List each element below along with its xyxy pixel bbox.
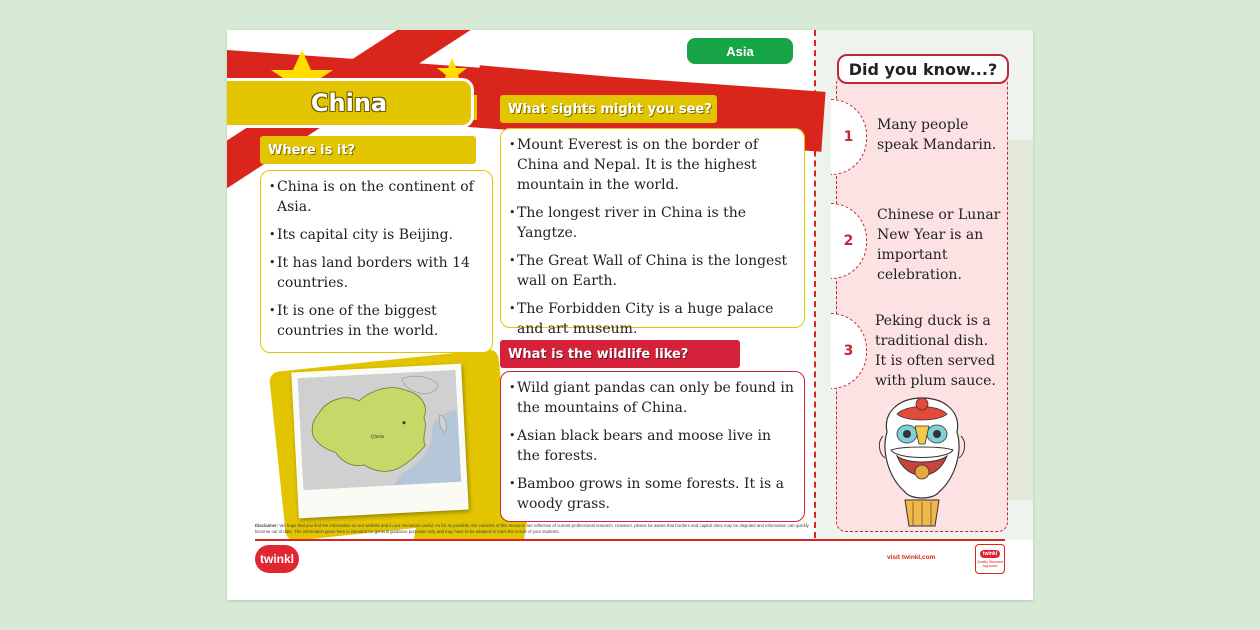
quality-badge — [975, 544, 1005, 574]
footer-divider — [255, 539, 1005, 541]
page-divider — [814, 30, 816, 538]
fact-sheet — [227, 30, 1033, 600]
fact-number: 1 — [831, 99, 867, 175]
fact-number: 3 — [831, 313, 867, 389]
did-you-know-title: Did you know...? — [837, 54, 1009, 84]
visit-link[interactable]: visit twinkl.com — [887, 554, 936, 561]
disclaimer — [255, 523, 815, 535]
page-title: China — [310, 89, 388, 117]
list-item: • Mount Everest is on the border of China and Nepal. It is the highest mountain in the world. — [509, 135, 796, 195]
list-item: • The longest river in China is the Yangtze. — [509, 203, 796, 243]
list-item: • The Great Wall of China is the longest wall on Earth. — [509, 251, 796, 291]
disclaimer-label: Disclaimer: — [255, 523, 279, 528]
wildlife-card — [500, 371, 805, 522]
fact-text: Many people speak Mandarin. — [877, 117, 997, 153]
list-item: • China is on the continent of Asia. — [269, 177, 484, 217]
where-heading: Where is it? — [260, 136, 476, 164]
where-card — [260, 170, 493, 353]
page-title-banner — [227, 78, 474, 128]
wildlife-heading: What is the wildlife like? — [500, 340, 740, 368]
map-label: China — [370, 433, 385, 441]
badge-text: Quality Standard Approved — [976, 560, 1004, 568]
badge-logo: twinkl — [980, 550, 1000, 558]
fact-number: 2 — [831, 203, 867, 279]
list-item: • Its capital city is Beijing. — [269, 225, 484, 245]
list-item: • Asian black bears and moose live in the forests. — [509, 426, 796, 466]
sights-heading: What sights might you see? — [500, 95, 717, 123]
continent-tag: Asia — [687, 38, 793, 64]
fact-text: Peking duck is a traditional dish. It is often served with plum sauce. — [875, 313, 996, 389]
pagoda-background — [1005, 140, 1033, 500]
map-image — [298, 370, 462, 490]
list-item: • It has land borders with 14 countries. — [269, 253, 484, 293]
sights-card — [500, 128, 805, 337]
twinkl-logo[interactable]: twinkl — [255, 545, 299, 573]
list-item: • It is one of the biggest countries in the world. — [269, 301, 484, 341]
list-item: • Wild giant pandas can only be found in the mountains of China. — [509, 378, 796, 418]
lion-dance-icon — [877, 392, 967, 528]
disclaimer-text: We hope that you find the information on our website and in our resources useful. As far as possible, the contents of this resource are reflective of current professional research. However, please be aware that borders and capital cities may be disputed and information can quickly become out of date. The information given here is intended for general guidance purposes only and may have to be adapted to meet the needs of your students. — [255, 523, 809, 534]
china-map — [291, 364, 468, 519]
list-item: • The Forbidden City is a huge palace and art museum. — [509, 299, 796, 339]
fact-text: Chinese or Lunar New Year is an important celebration. — [877, 207, 1001, 283]
list-item: • Bamboo grows in some forests. It is a woody grass. — [509, 474, 796, 514]
